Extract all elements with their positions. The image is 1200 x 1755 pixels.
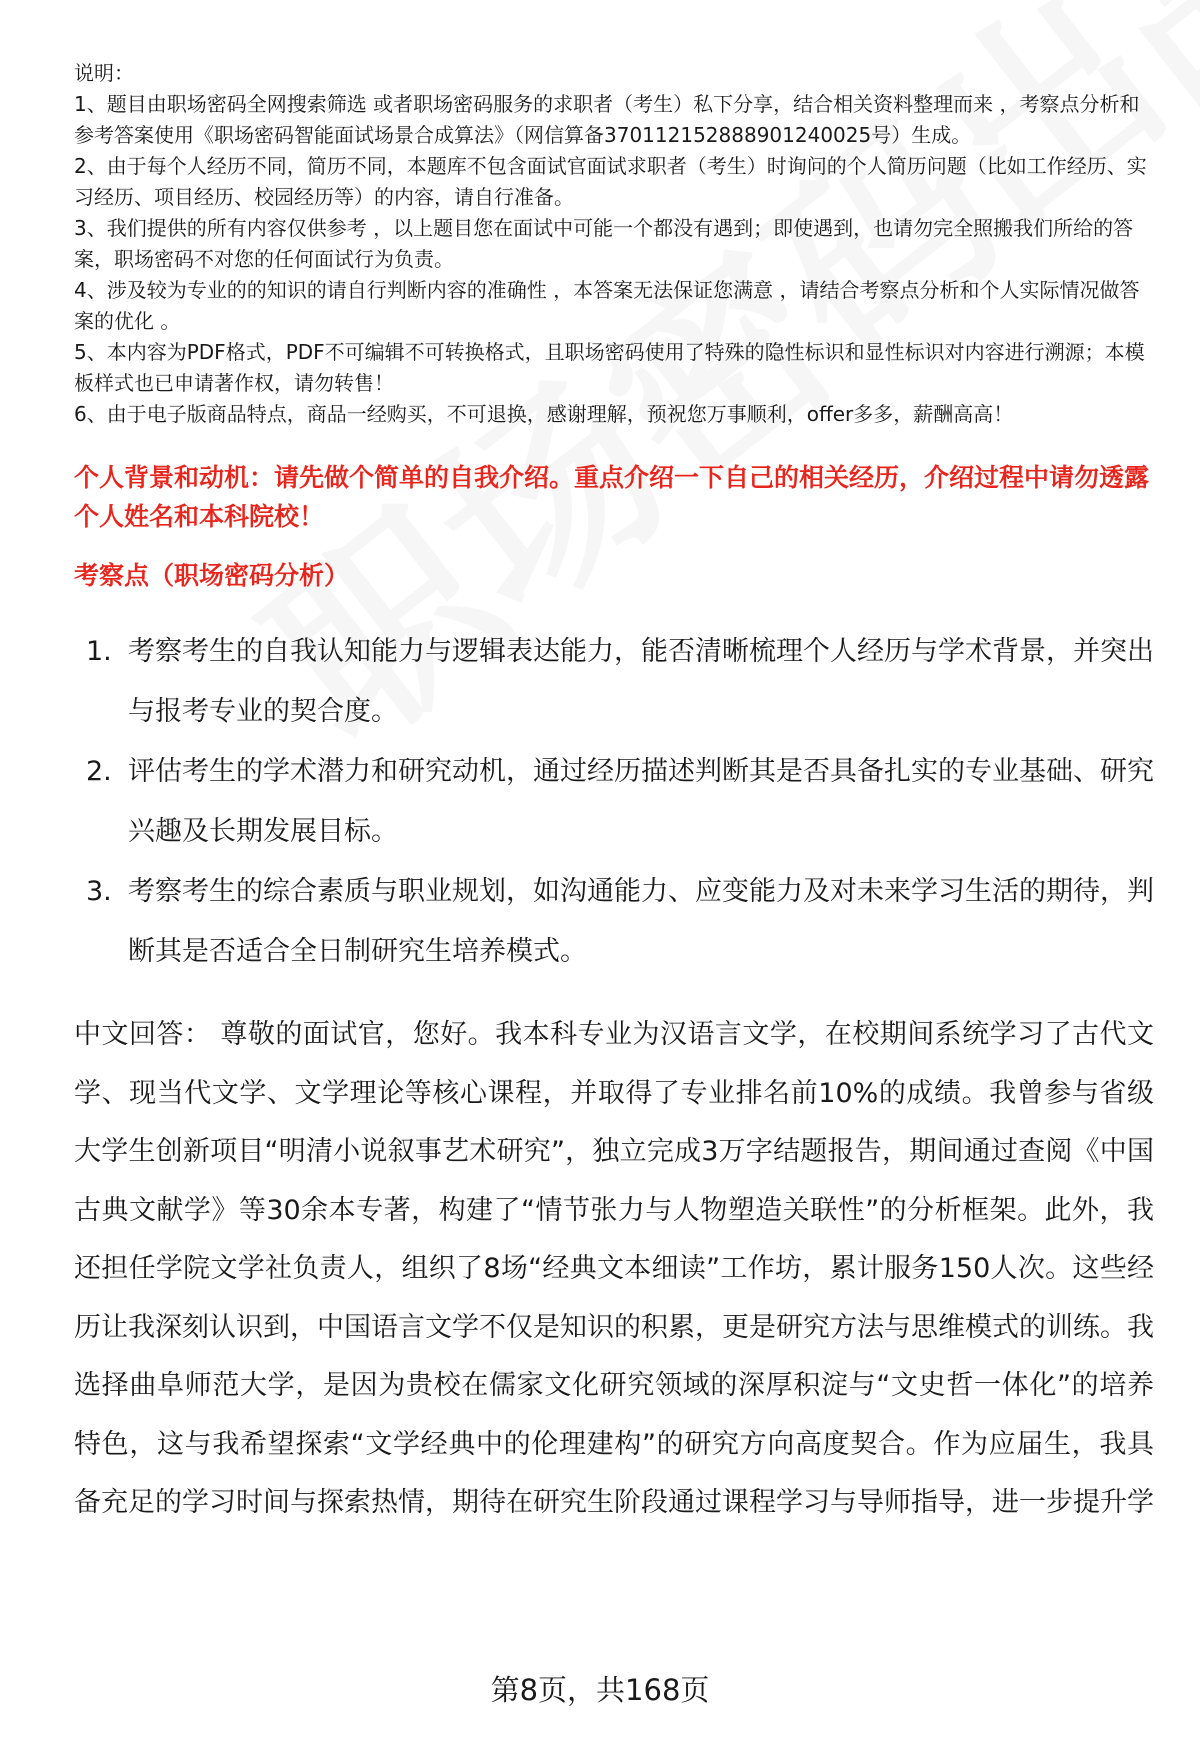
note-item: 2、由于每个人经历不同，简历不同，本题库不包含面试官面试求职者（考生）时询问的个人简历问题（比如工作经历、实习经历、项目经历、校园经历等）的内容，请自行准备。 bbox=[74, 154, 1147, 209]
note-item: 1、题目由职场密码全网搜索筛选 或者职场密码服务的求职者（考生）私下分享，结合相关资料整理而来 ，考察点分析和参考答案使用《职场密码智能面试场景合成算法》（网信算备370112152888901240025号）生成。 bbox=[74, 92, 1140, 147]
analysis-heading: 考察点（职场密码分析） bbox=[74, 561, 350, 590]
point-text: 评估考生的学术潜力和研究动机，通过经历描述判断其是否具备扎实的专业基础、研究兴趣及长期发展目标。 bbox=[128, 756, 1154, 847]
point-number: 2. bbox=[86, 756, 112, 787]
point-number: 1. bbox=[86, 636, 112, 667]
analysis-point bbox=[74, 622, 1154, 742]
note-item: 6、由于电子版商品特点，商品一经购买，不可退换，感谢理解，预祝您万事顺利，offer多多，薪酬高高！ bbox=[74, 402, 1014, 426]
point-number: 3. bbox=[86, 876, 112, 907]
notes-section bbox=[74, 58, 1154, 430]
note-item: 4、涉及较为专业的的知识的请自行判断内容的准确性 ，本答案无法保证您满意 ，请结合考察点分析和个人实际情况做答案的优化 。 bbox=[74, 278, 1140, 333]
point-text: 考察考生的综合素质与职业规划，如沟通能力、应变能力及对未来学习生活的期待，判断其是否适合全日制研究生培养模式。 bbox=[128, 876, 1154, 967]
analysis-points bbox=[74, 622, 1154, 982]
question-heading: 个人背景和动机：请先做个简单的自我介绍。重点介绍一下自己的相关经历，介绍过程中请勿透露个人姓名和本科院校！ bbox=[74, 463, 1150, 531]
document-page bbox=[74, 58, 1154, 1533]
analysis-point bbox=[74, 742, 1154, 862]
page-footer: 第8页，共168页 bbox=[490, 1673, 710, 1707]
analysis-point bbox=[74, 862, 1154, 982]
answer-text: 中文回答： 尊敬的面试官，您好。我本科专业为汉语言文学，在校期间系统学习了古代文学、现当代文学、文学理论等核心课程，并取得了专业排名前10%的成绩。我曾参与省级大学生创新项目“明清小说叙事艺术研究”，独立完成3万字结题报告，期间通过查阅《中国古典文献学》等30余本专著，构建了“情节张力与人物塑造关联性”的分析框架。此外，我还担任学院文学社负责人，组织了8场“经典文本细读”工作坊，累计服务150人次。这些经历让我深刻认识到，中国语言文学不仅是知识的积累，更是研究方法与思维模式的训练。我选择曲阜师范大学，是因为贵校在儒家文化研究领域的深厚积淀与“文史哲一体化”的培养特色，这与我希望探索“文学经典中的伦理建构”的研究方向高度契合。作为应届生，我具备充足的学习时间与探索热情，期待在研究生阶段通过课程学习与导师指导，进一步提升学 bbox=[74, 1019, 1154, 1518]
notes-title: 说明： bbox=[74, 61, 134, 85]
point-text: 考察考生的自我认知能力与逻辑表达能力，能否清晰梳理个人经历与学术背景，并突出与报考专业的契合度。 bbox=[128, 636, 1154, 727]
note-item: 3、我们提供的所有内容仅供参考 ，以上题目您在面试中可能一个都没有遇到；即使遇到，也请勿完全照搬我们所给的答案，职场密码不对您的任何面试行为负责。 bbox=[74, 216, 1134, 271]
note-item: 5、本内容为PDF格式，PDF不可编辑不可转换格式，且职场密码使用了特殊的隐性标识和显性标识对内容进行溯源；本模板样式也已申请著作权，请勿转售！ bbox=[74, 340, 1145, 395]
